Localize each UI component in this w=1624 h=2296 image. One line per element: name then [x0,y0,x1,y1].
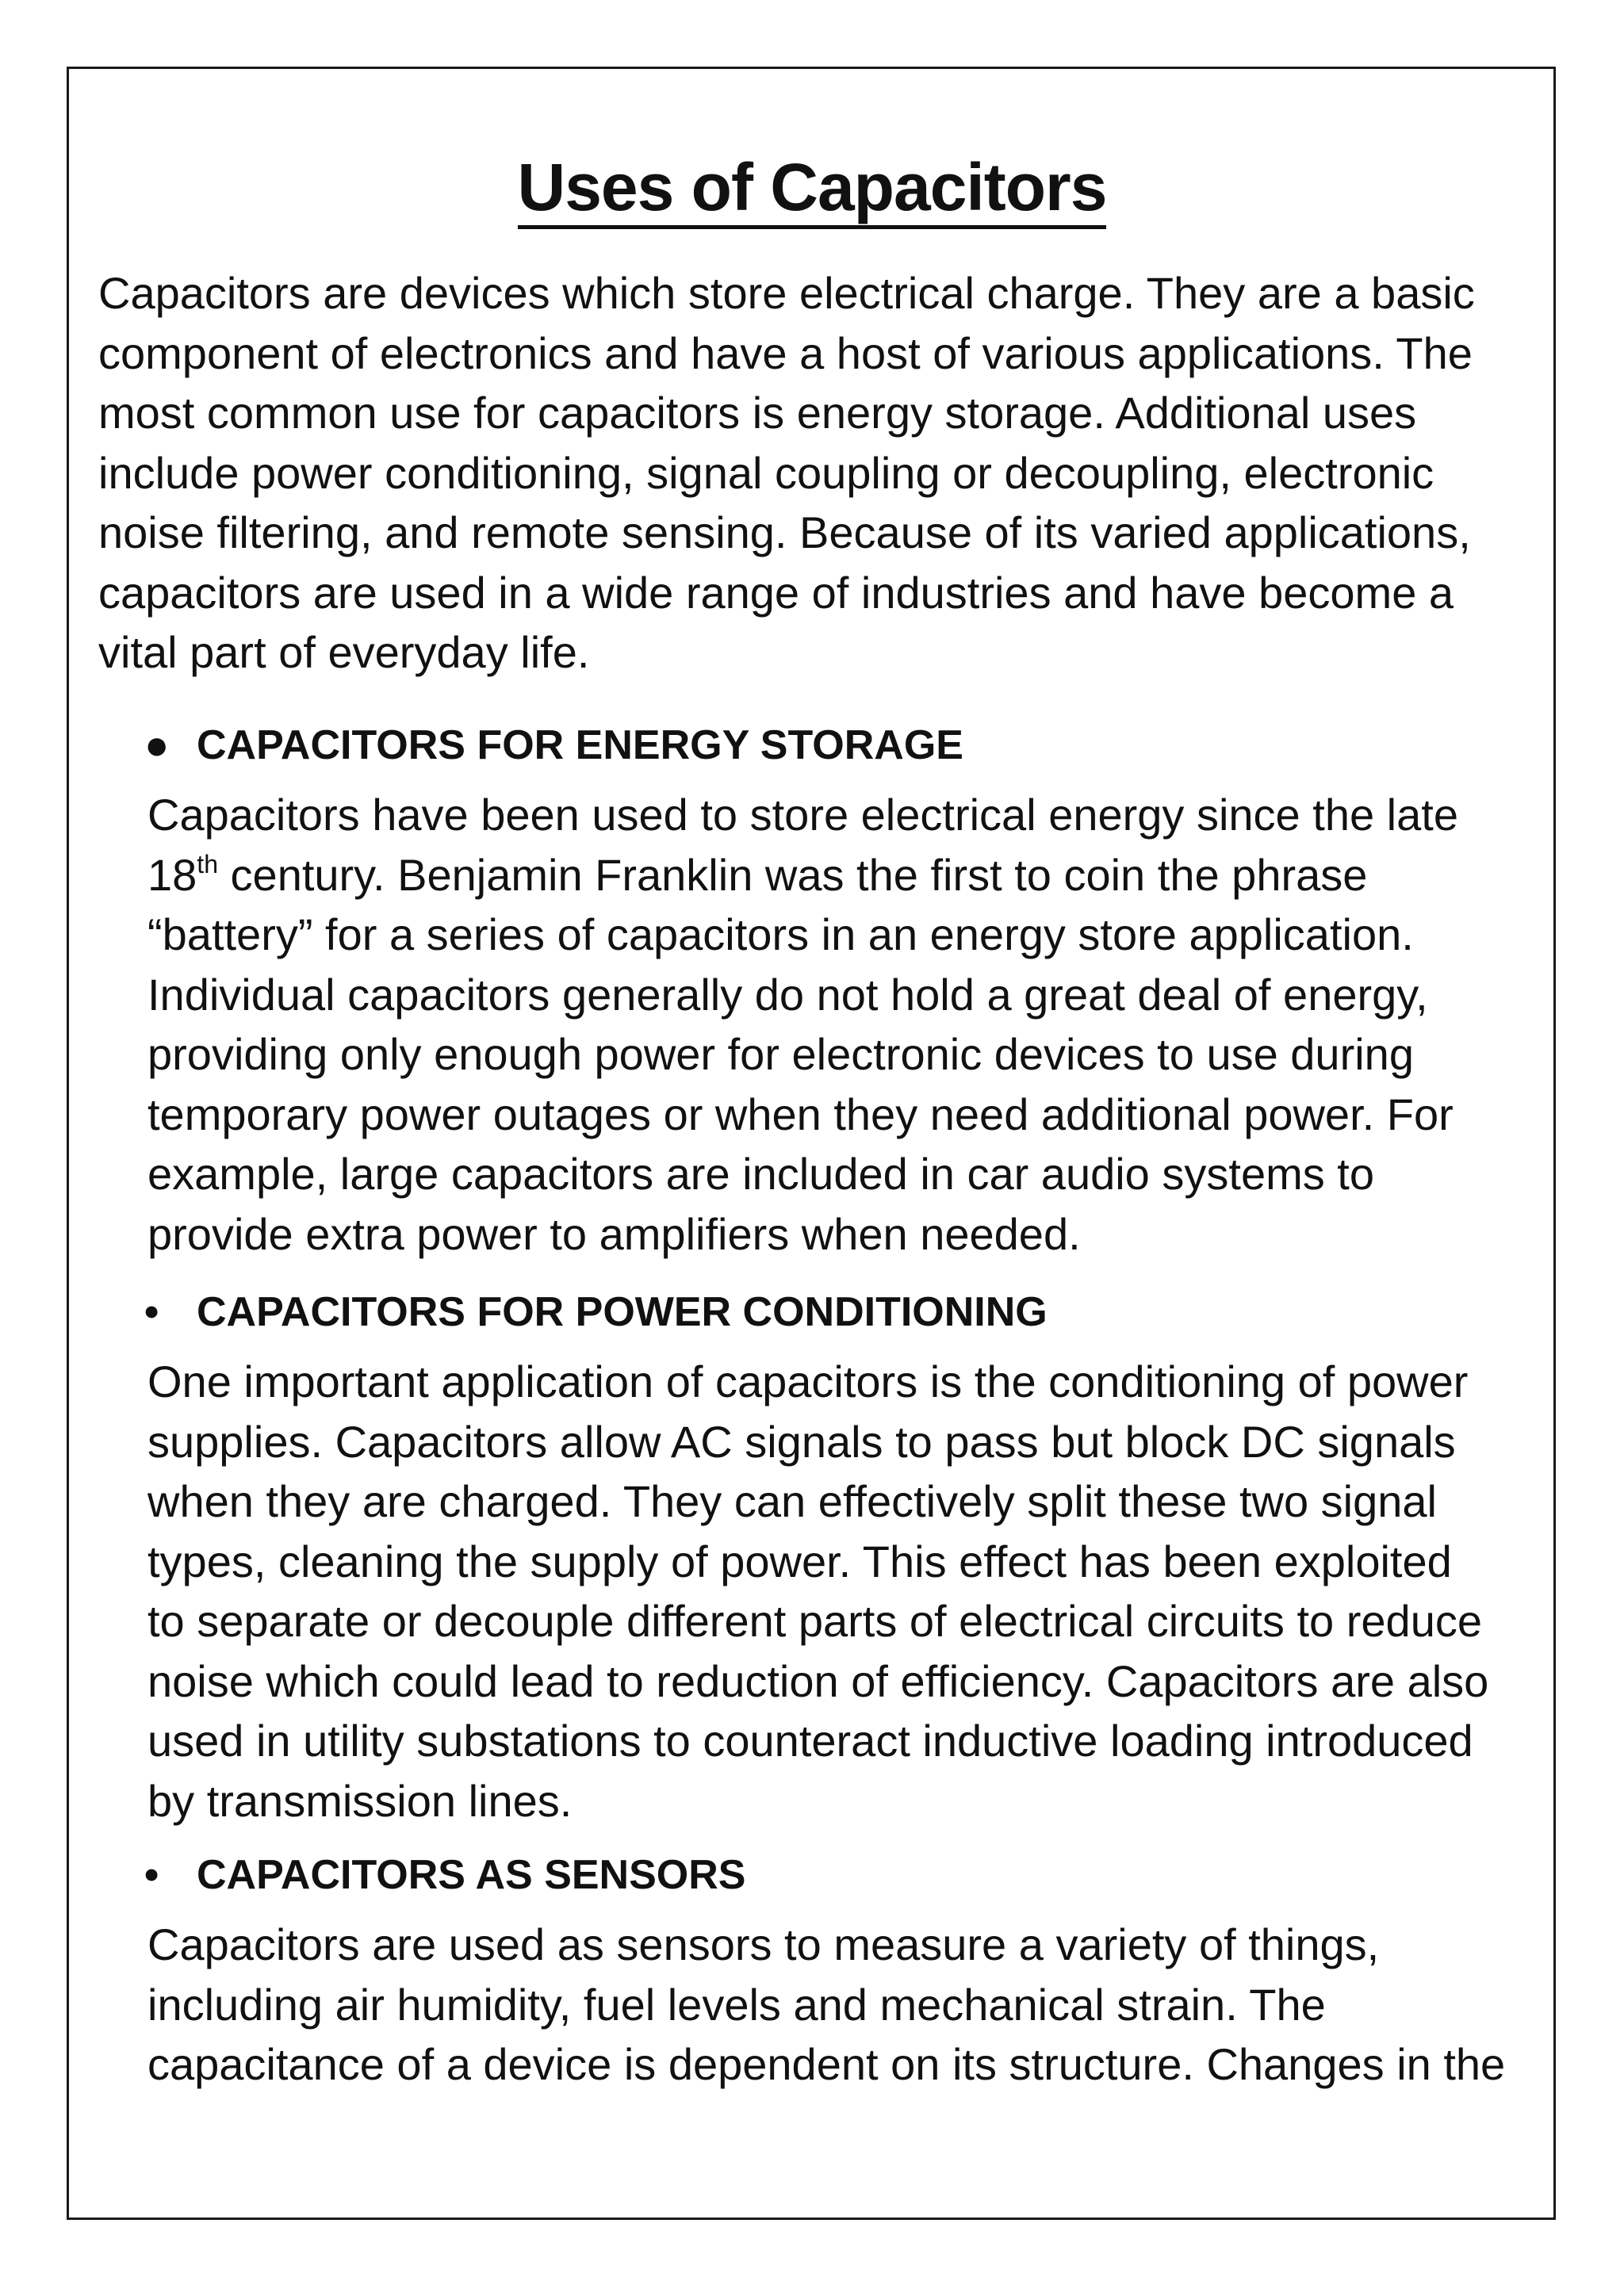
intro-line: most common use for capacitors is energy storage. Additional uses [98,388,1417,438]
section-line: supplies. Capacitors allow AC signals to pass but block DC signals [147,1416,1456,1467]
section-line: example, large capacitors are included in car audio systems to [147,1149,1374,1199]
section-line: “battery” for a series of capacitors in an energy store application. [147,909,1414,959]
intro-line: vital part of everyday life. [98,627,590,677]
intro-line: component of electronics and have a host of various applications. The [98,327,1473,378]
intro-line: capacitors are used in a wide range of industries and have become a [98,567,1454,618]
section-line: One important application of capacitors is the conditioning of power [147,1357,1469,1406]
century-number: 18 [147,849,197,900]
section-body-energy-storage [147,785,1527,1264]
section-line: including air humidity, fuel levels and mechanical strain. The [147,1979,1326,2030]
section-line: used in utility substations to counteract inductive loading introduced [147,1716,1473,1766]
section-line: noise which could lead to reduction of efficiency. Capacitors are also [147,1655,1489,1706]
section-heading-text: CAPACITORS AS SENSORS [197,1852,746,1898]
section-line-with-superscript [147,845,1527,905]
section-line: providing only enough power for electronic devices to use during [147,1029,1414,1079]
bullet-icon: • [144,1289,159,1335]
section-line: Capacitors are used as sensors to measure a variety of things, [147,1919,1380,1969]
page-title-text: Uses of Capacitors [518,151,1107,229]
section-line: to separate or decouple different parts of electrical circuits to reduce [147,1596,1482,1646]
section-heading-text: CAPACITORS FOR POWER CONDITIONING [197,1289,1048,1335]
section-line: when they are charged. They can effectively split these two signal [147,1476,1437,1526]
section-line: types, cleaning the supply of power. This effect has been exploited [147,1536,1452,1586]
section-line: by transmission lines. [147,1775,573,1826]
intro-line: noise filtering, and remote sensing. Because of its varied applications, [98,507,1471,557]
section-line: capacitance of a device is dependent on its structure. Changes in the [147,2039,1506,2089]
section-line: provide extra power to amplifiers when needed. [147,1208,1081,1259]
intro-paragraph [98,263,1494,683]
section-heading-text: CAPACITORS FOR ENERGY STORAGE [197,722,963,768]
ordinal-superscript: th [197,849,218,878]
bullet-icon: ● [144,722,170,768]
section-line-rest: century. Benjamin Franklin was the first to coin the phrase [217,849,1368,900]
section-body-power-conditioning [147,1352,1527,1831]
section-body-sensors [147,1915,1527,2095]
section-line: temporary power outages or when they need additional power. For [147,1089,1454,1139]
bullet-icon: • [144,1852,159,1898]
intro-line: Capacitors are devices which store electrical charge. They are a basic [98,268,1475,318]
intro-line: include power conditioning, signal coupling or decoupling, electronic [98,447,1434,498]
section-line: Capacitors have been used to store electrical energy since the late [147,790,1458,840]
page-title [0,147,1624,229]
section-line: Individual capacitors generally do not hold a great deal of energy, [147,969,1428,1020]
